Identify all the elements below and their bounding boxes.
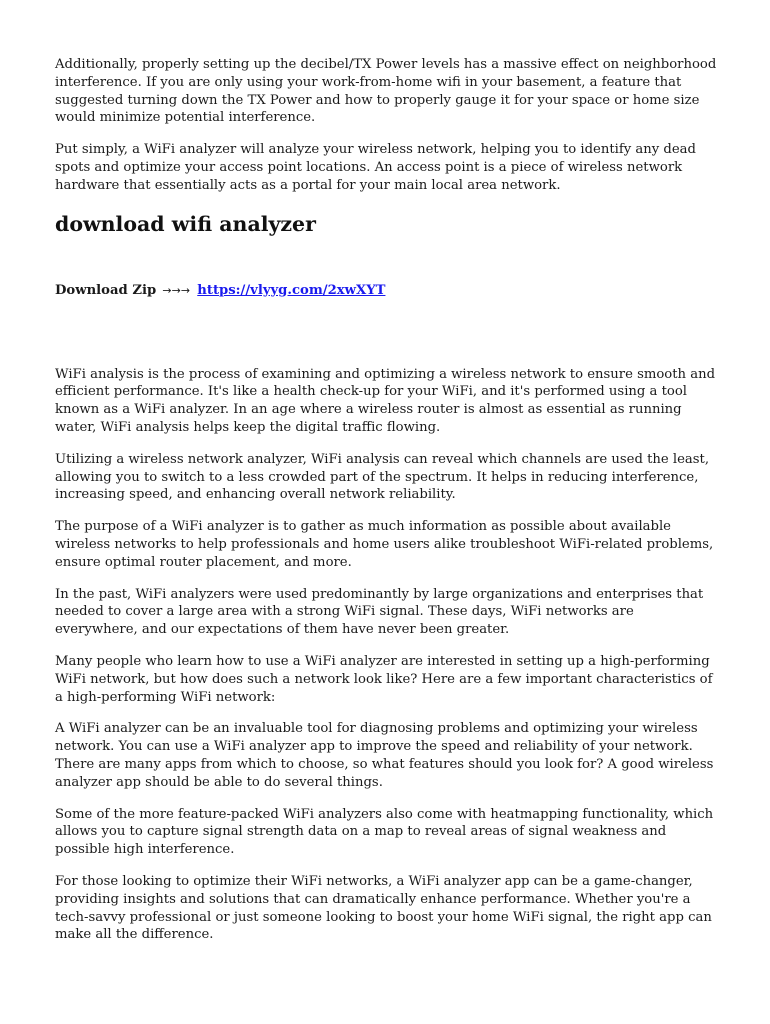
body-paragraph: For those looking to optimize their WiFi networks, a WiFi analyzer app can be a game-changer, providing insights and solutions that can dramatically enhance performance. Whether you're a tech-savvy professional or just someone looking to boost your home WiFi signal, the right app can make all the difference. (55, 873, 712, 943)
body-paragraph: Utilizing a wireless network analyzer, WiFi analysis can reveal which channels are used the least, allowing you to switch to a less crowded part of the spectrum. It helps in reducing interference, increasing speed, and enhancing overall network reliability. (55, 451, 710, 503)
section-heading: download wifi analyzer (55, 211, 316, 236)
download-line (55, 282, 717, 300)
body-paragraph: Some of the more feature-packed WiFi analyzers also come with heatmapping functionality, which allows you to capture signal strength data on a map to reveal areas of signal weakness and possible high interference. (55, 806, 714, 858)
intro-paragraph: Put simply, a WiFi analyzer will analyze your wireless network, helping you to identify any dead spots and optimize your access point locations. An access point is a piece of wireless network hardware that essentially acts as a portal for your main local area network. (55, 142, 696, 193)
article-body (55, 366, 717, 945)
body-paragraph: In the past, WiFi analyzers were used predominantly by large organizations and enterprises that needed to cover a large area with a strong WiFi signal. These days, WiFi networks are everywhere, and our expectations of them have never been greater. (55, 586, 704, 638)
body-paragraph: Many people who learn how to use a WiFi analyzer are interested in setting up a high-performing WiFi network, but how does such a network look like? Here are a few important characteristics of a high-performing WiFi network: (55, 653, 713, 705)
body-paragraph: WiFi analysis is the process of examining and optimizing a wireless network to ensure smooth and efficient performance. It's like a health check-up for your WiFi, and it's performed using a tool known as a WiFi analyzer. In an age where a wireless router is almost as essential as running water, WiFi analysis helps keep the digital traffic flowing. (55, 366, 716, 435)
body-paragraph: A WiFi analyzer can be an invaluable tool for diagnosing problems and optimizing your wireless network. You can use a WiFi analyzer app to improve the speed and reliability of your network. There are many apps from which to choose, so what features should you look for? A good wireless analyzer app should be able to do several things. (55, 721, 714, 790)
download-label: Download Zip (55, 282, 157, 298)
intro-paragraph: Additionally, properly setting up the decibel/TX Power levels has a massive effect on neighborhood interference. If you are only using your work-from-home wifi in your basement, a feature that suggested turning down the TX Power and how to properly gauge it for your space or home size would minimize potential interference. (55, 57, 717, 126)
body-paragraph: The purpose of a WiFi analyzer is to gather as much information as possible about available wireless networks to help professionals and home users alike troubleshoot WiFi-related problems, ensure optimal router placement, and more. (55, 519, 714, 570)
download-link[interactable]: https://vlyyg.com/2xwXYT (197, 282, 386, 298)
document-page (55, 56, 717, 958)
arrow-icons: →→→ (162, 283, 191, 297)
